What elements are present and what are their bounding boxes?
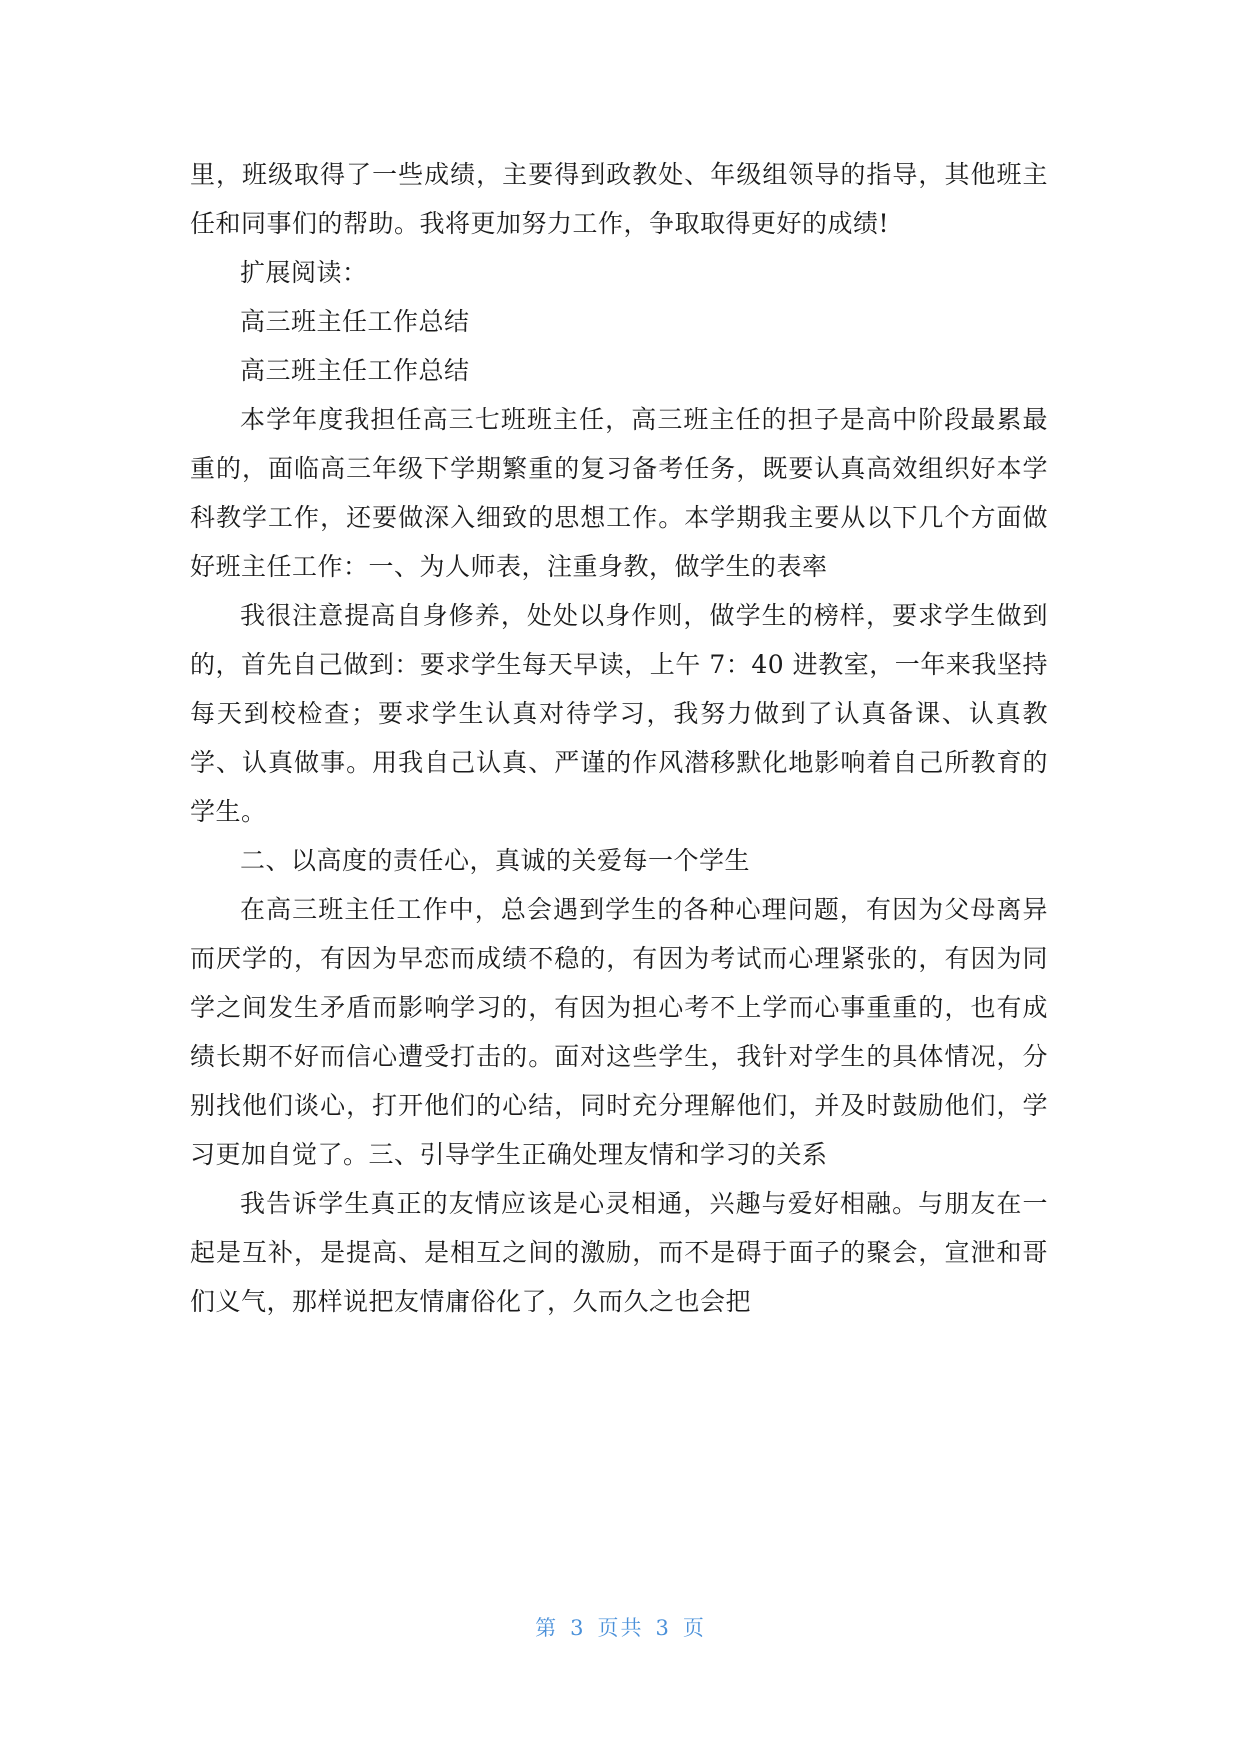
footer-prefix: 第 [535,1616,559,1640]
footer-total-pages: 3 [655,1616,671,1640]
footer-current-page: 3 [570,1616,586,1640]
paragraph-7: 二、以高度的责任心，真诚的关爱每一个学生 [240,846,751,875]
paragraph-9: 我告诉学生真正的友情应该是心灵相通，兴趣与爱好相融。与朋友在一起是互补，是提高、是相互之间的激励，而不是碍于面子的聚会，宣泄和哥们义气，那样说把友情庸俗化了，久而久之也会把 [190,1189,1048,1316]
paragraph-4: 高三班主任工作总结 [240,356,470,385]
paragraph-8: 在高三班主任工作中，总会遇到学生的各种心理问题，有因为父母离异而厌学的，有因为早恋而成绩不稳的，有因为考试而心理紧张的，有因为同学之间发生矛盾而影响学习的，有因为担心考不上学而心事重重的，也有成绩长期不好而信心遭受打击的。面对这些学生，我针对学生的具体情况，分别找他们谈心，打开他们的心结，同时充分理解他们，并及时鼓励他们，学习更加自觉了。三、引导学生正确处理友情和学习的关系 [190,895,1048,1169]
paragraph-1: 里，班级取得了一些成绩，主要得到政教处、年级组领导的指导，其他班主任和同事们的帮助。我将更加努力工作，争取取得更好的成绩! [190,160,1048,238]
page-footer [0,1612,1241,1642]
paragraph-2: 扩展阅读： [240,258,368,287]
paragraph-3: 高三班主任工作总结 [240,307,470,336]
paragraph-6: 我很注意提高自身修养，处处以身作则，做学生的榜样，要求学生做到的，首先自己做到：要求学生每天早读，上午 7：40 进教室，一年来我坚持每天到校检查；要求学生认真对待学习，我努力做到了认真备课、认真教学、认真做事。用我自己认真、严谨的作风潜移默化地影响着自己所教育的学生。 [190,601,1048,826]
footer-middle: 页共 [597,1616,644,1640]
footer-suffix: 页 [682,1616,706,1640]
document-body [190,150,1048,1326]
paragraph-5: 本学年度我担任高三七班班主任，高三班主任的担子是高中阶段最累最重的，面临高三年级下学期繁重的复习备考任务，既要认真高效组织好本学科教学工作，还要做深入细致的思想工作。本学期我主要从以下几个方面做好班主任工作：一、为人师表，注重身教，做学生的表率 [190,405,1048,581]
